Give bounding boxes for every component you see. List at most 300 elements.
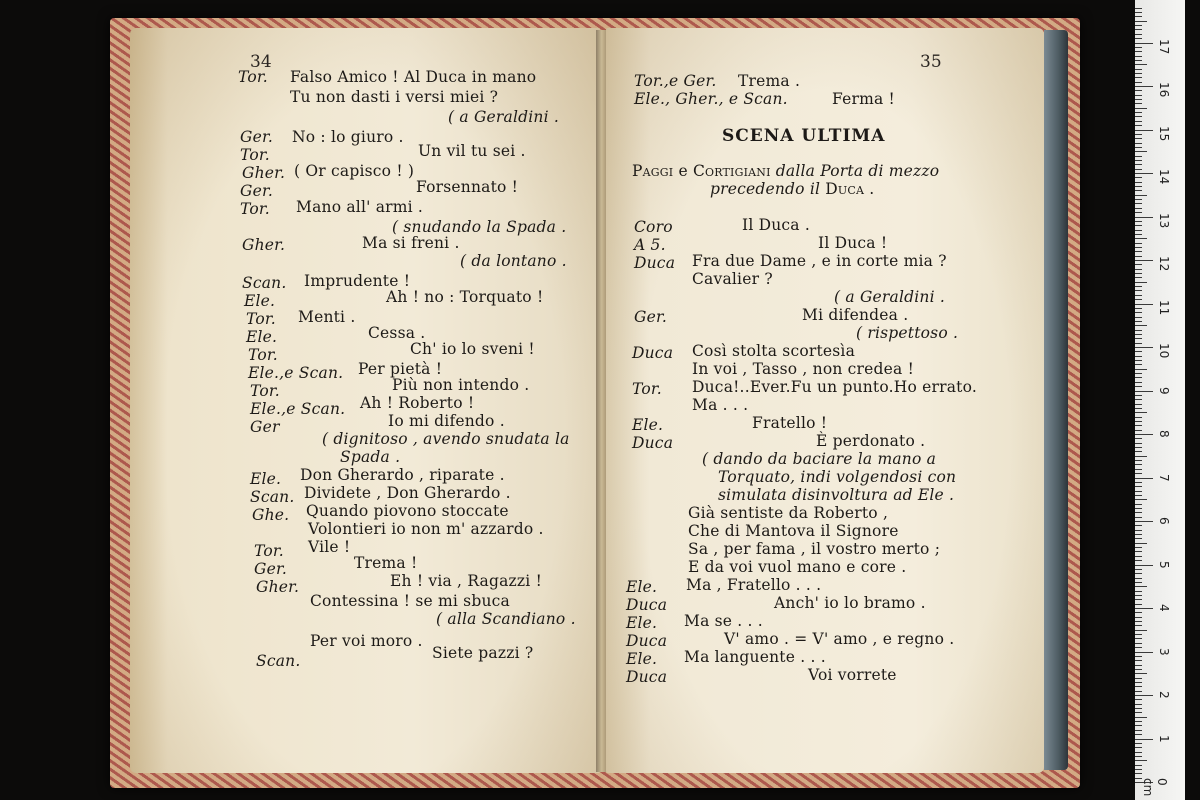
- text-line: Ma , Fratello . . .: [686, 576, 822, 594]
- ruler-tick: [1135, 221, 1142, 222]
- ruler-tick: [1135, 612, 1142, 613]
- ruler-tick: [1135, 739, 1153, 740]
- speaker: Duca: [632, 344, 674, 362]
- stage-direction: simulata disinvoltura ad Ele .: [718, 486, 955, 504]
- ruler-tick: [1135, 691, 1142, 692]
- ruler-tick: [1135, 134, 1142, 135]
- ruler-tick: [1135, 604, 1142, 605]
- ruler-label: 1: [1157, 734, 1171, 743]
- ruler-tick: [1135, 212, 1142, 213]
- ruler-tick: [1135, 417, 1142, 418]
- ruler-tick: [1135, 256, 1142, 257]
- ruler-tick: [1135, 277, 1142, 278]
- speaker: Ele.,e Scan.: [250, 400, 346, 418]
- ruler-tick: [1135, 273, 1142, 274]
- ruler-tick: [1135, 634, 1142, 635]
- ruler-tick: [1135, 208, 1142, 209]
- ruler-tick: [1135, 56, 1142, 57]
- ruler-tick: [1135, 721, 1142, 722]
- ruler-tick: [1135, 460, 1142, 461]
- ruler-tick: [1135, 647, 1142, 648]
- text-line: Mi difendea .: [802, 306, 909, 324]
- ruler-tick: [1135, 495, 1142, 496]
- ruler-tick: [1135, 464, 1142, 465]
- stage-direction: Torquato, indi volgendosi con: [718, 468, 957, 486]
- ruler-tick: [1135, 251, 1142, 252]
- ruler-label: 5: [1157, 560, 1171, 569]
- ruler-tick: [1135, 704, 1142, 705]
- ruler-tick: [1135, 556, 1142, 557]
- speaker: Ele.: [244, 292, 276, 310]
- ruler-tick: [1135, 482, 1142, 483]
- intro-word: Paggi: [632, 162, 674, 180]
- ruler-tick: [1135, 678, 1142, 679]
- ruler-tick: [1135, 438, 1142, 439]
- ruler-tick: [1135, 760, 1147, 761]
- ruler-tick: [1135, 186, 1142, 187]
- ruler-tick: [1135, 12, 1142, 13]
- ruler-tick: [1135, 299, 1142, 300]
- text-line: Mano all' armi .: [296, 198, 424, 216]
- ruler-tick: [1135, 169, 1142, 170]
- ruler-tick: [1135, 295, 1142, 296]
- ruler-tick: [1135, 712, 1142, 713]
- page-fore-edge: [1044, 30, 1068, 770]
- ruler-tick: [1135, 69, 1142, 70]
- stage-direction: ( a Geraldini .: [448, 108, 559, 126]
- ruler-label: 15: [1157, 125, 1171, 141]
- ruler-tick: [1135, 525, 1142, 526]
- ruler-tick: [1135, 164, 1142, 165]
- text-line: Tu non dasti i versi miei ?: [290, 88, 499, 106]
- ruler-tick: [1135, 38, 1142, 39]
- ruler-tick: [1135, 652, 1153, 653]
- ruler-tick: [1135, 382, 1142, 383]
- text-line: Ma si freni .: [362, 234, 460, 252]
- ruler-tick: [1135, 391, 1153, 392]
- ruler-tick: [1135, 669, 1142, 670]
- ruler-tick: [1135, 699, 1142, 700]
- ruler-label: 4: [1157, 604, 1171, 612]
- stage-direction: ( dignitoso , avendo snudata la: [322, 430, 570, 448]
- ruler-tick: [1135, 695, 1153, 696]
- speaker: Duca: [626, 668, 668, 686]
- text-line: [238, 68, 268, 86]
- ruler-tick: [1135, 286, 1142, 287]
- ruler-tick: [1135, 608, 1153, 609]
- ruler-tick: [1135, 29, 1142, 30]
- text-line: Vile !: [308, 538, 351, 556]
- ruler-tick: [1135, 143, 1142, 144]
- ruler-tick: [1135, 243, 1142, 244]
- text-line: Il Duca .: [742, 216, 810, 234]
- text-line: Forsennato !: [416, 178, 519, 196]
- ruler-tick: [1135, 686, 1142, 687]
- ruler-tick: [1135, 377, 1142, 378]
- text-line: È perdonato .: [816, 432, 926, 450]
- ruler-tick: [1135, 121, 1142, 122]
- ruler-tick: [1135, 643, 1142, 644]
- ruler-tick: [1135, 8, 1142, 9]
- ruler-tick: [1135, 665, 1142, 666]
- ruler-tick: [1135, 408, 1142, 409]
- text-line: In voi , Tasso , non credea !: [692, 360, 915, 378]
- text-line: Duca!..Ever.Fu un punto.Ho errato.: [692, 378, 977, 396]
- ruler-tick: [1135, 538, 1142, 539]
- ruler-tick: [1135, 517, 1142, 518]
- ruler-tick: [1135, 290, 1142, 291]
- ruler-tick: [1135, 247, 1142, 248]
- ruler-tick: [1135, 412, 1147, 413]
- text-line: Fra due Dame , e in corte mia ?: [692, 252, 947, 270]
- text-line: Un vil tu sei .: [418, 142, 526, 160]
- ruler-tick: [1135, 486, 1142, 487]
- ruler-tick: [1135, 682, 1142, 683]
- text-line: Io mi difendo .: [388, 412, 505, 430]
- ruler-label: 7: [1157, 473, 1171, 482]
- text-line: V' amo . = V' amo , e regno .: [724, 630, 955, 648]
- ruler-tick: [1135, 595, 1142, 596]
- text-line: Volontieri io non m' azzardo .: [308, 520, 544, 538]
- ruler-tick: [1135, 630, 1147, 631]
- ruler-tick: [1135, 656, 1142, 657]
- text-line: Ma languente . . .: [684, 648, 826, 666]
- speaker: Ger.: [240, 128, 273, 146]
- ruler-tick: [1135, 586, 1147, 587]
- ruler-tick: [1135, 16, 1142, 17]
- ruler-label: 3: [1157, 647, 1171, 656]
- ruler-tick: [1135, 599, 1142, 600]
- intro-word: dalla Porta di mezzo: [775, 162, 940, 180]
- speaker: Tor.: [240, 146, 270, 164]
- ruler-tick: [1135, 404, 1142, 405]
- text-line: Cavalier ?: [692, 270, 773, 288]
- ruler-tick: [1135, 160, 1142, 161]
- text-line: Cessa .: [368, 324, 426, 342]
- ruler-tick: [1135, 199, 1142, 200]
- ruler-tick: [1135, 282, 1147, 283]
- stage-direction: ( a Geraldini .: [834, 288, 945, 306]
- ruler-tick: [1135, 769, 1142, 770]
- ruler-tick: [1135, 330, 1142, 331]
- text-line: Don Gherardo , riparate .: [300, 466, 505, 484]
- ruler-tick: [1135, 338, 1142, 339]
- ruler-tick: [1135, 130, 1153, 131]
- speaker: Coro: [634, 218, 673, 236]
- ruler-tick: [1135, 77, 1142, 78]
- ruler-label: 11: [1157, 299, 1171, 315]
- text-line: Che di Mantova il Signore: [688, 522, 899, 540]
- scene-intro: [632, 162, 939, 180]
- ruler-tick: [1135, 260, 1153, 261]
- ruler-tick: [1135, 73, 1142, 74]
- ruler-tick: [1135, 725, 1142, 726]
- ruler-tick: [1135, 116, 1142, 117]
- ruler-tick: [1135, 151, 1147, 152]
- text-line: Ah ! no : Torquato !: [386, 288, 544, 306]
- ruler-tick: [1135, 21, 1147, 22]
- ruler-tick: [1135, 34, 1142, 35]
- ruler-tick: [1135, 573, 1142, 574]
- ruler-tick: [1135, 82, 1142, 83]
- ruler-tick: [1135, 421, 1142, 422]
- text-line: Anch' io lo bramo .: [774, 594, 926, 612]
- page-number: 35: [920, 52, 942, 72]
- speaker: Ger.: [634, 308, 667, 326]
- ruler-tick: [1135, 660, 1142, 661]
- text-line: Ma . . .: [692, 396, 749, 414]
- ruler-label: 9: [1157, 386, 1171, 395]
- text-line: Per pietà !: [358, 360, 443, 378]
- ruler-tick: [1135, 434, 1153, 435]
- ruler-tick: [1135, 195, 1147, 196]
- ruler-tick: [1135, 512, 1142, 513]
- ruler-tick: [1135, 308, 1142, 309]
- ruler-tick: [1135, 743, 1142, 744]
- ruler-label: 17: [1157, 38, 1171, 54]
- speaker: Tor.: [246, 310, 276, 328]
- text-line: Dividete , Don Gherardo .: [304, 484, 511, 502]
- ruler-tick: [1135, 508, 1142, 509]
- ruler-label: 2: [1157, 691, 1171, 699]
- text-line: Per voi moro .: [310, 632, 423, 650]
- ruler-tick: [1135, 765, 1142, 766]
- ruler-tick: [1135, 456, 1147, 457]
- ruler-tick: [1135, 708, 1142, 709]
- ruler-label: 8: [1157, 430, 1171, 438]
- text-line: Trema .: [738, 72, 801, 90]
- speaker: Gher.: [242, 236, 286, 254]
- ruler-tick: [1135, 304, 1153, 305]
- ruler-tick: [1135, 177, 1142, 178]
- text-line: Fratello !: [752, 414, 828, 432]
- text-line: Ma se . . .: [684, 612, 763, 630]
- text-line: Siete pazzi ?: [432, 644, 534, 662]
- speaker: Duca: [634, 254, 676, 272]
- speaker: Ele.: [626, 578, 658, 596]
- speaker: Scan.: [242, 274, 287, 292]
- ruler-tick: [1135, 752, 1142, 753]
- speaker: Ele., Gher., e Scan.: [634, 90, 788, 108]
- ruler-tick: [1135, 373, 1142, 374]
- left-page: [130, 28, 600, 773]
- ruler-tick: [1135, 43, 1153, 44]
- ruler-tick: [1135, 451, 1142, 452]
- ruler-tick: [1135, 582, 1142, 583]
- speaker: Tor.,e Ger.: [634, 72, 717, 90]
- speaker: Ele.: [250, 470, 282, 488]
- speaker: Tor.: [632, 380, 662, 398]
- ruler-tick: [1135, 64, 1147, 65]
- measuring-ruler: [1135, 0, 1185, 800]
- text-line: Menti .: [298, 308, 356, 326]
- speaker: Ele.: [246, 328, 278, 346]
- scene-intro: [710, 180, 874, 198]
- text-line: Ferma !: [832, 90, 895, 108]
- speaker: Ele.: [632, 416, 664, 434]
- text-line: Voi vorrete: [808, 666, 897, 684]
- ruler-label: 10: [1157, 343, 1171, 359]
- speaker: Ghe.: [252, 506, 290, 524]
- intro-word: e: [678, 162, 688, 180]
- ruler-tick: [1135, 103, 1142, 104]
- text-line: No : lo giuro .: [292, 128, 404, 146]
- ruler-tick: [1135, 347, 1153, 348]
- ruler-tick: [1135, 591, 1142, 592]
- ruler-tick: [1135, 86, 1153, 87]
- speaker: Ele.: [626, 650, 658, 668]
- ruler-tick: [1135, 773, 1142, 774]
- ruler-tick: [1135, 499, 1147, 500]
- ruler-label: 6: [1157, 517, 1171, 525]
- ruler-tick: [1135, 747, 1142, 748]
- ruler-tick: [1135, 625, 1142, 626]
- text-line: Contessina ! se mi sbuca: [310, 592, 510, 610]
- intro-word: Cortigiani: [692, 162, 771, 180]
- ruler-tick: [1135, 638, 1142, 639]
- text-line: Ch' io lo sveni !: [410, 340, 535, 358]
- ruler-tick: [1135, 734, 1142, 735]
- ruler-tick: [1135, 269, 1142, 270]
- ruler-tick: [1135, 473, 1142, 474]
- speaker: Duca: [632, 434, 674, 452]
- right-page: [606, 28, 1044, 773]
- ruler-tick: [1135, 125, 1142, 126]
- speaker: Gher.: [242, 164, 286, 182]
- text-line: Più non intendo .: [392, 376, 530, 394]
- speaker: Duca: [626, 632, 668, 650]
- ruler-tick: [1135, 469, 1142, 470]
- speaker: Tor.: [238, 68, 268, 86]
- ruler-label: 12: [1157, 256, 1171, 272]
- speaker: Ger: [250, 418, 280, 436]
- ruler-tick: [1135, 234, 1142, 235]
- text-line: Falso Amico ! Al Duca in mano: [290, 68, 537, 86]
- ruler-tick: [1135, 238, 1147, 239]
- ruler-tick: [1135, 521, 1153, 522]
- speaker: Ele.,e Scan.: [248, 364, 344, 382]
- ruler-tick: [1135, 203, 1142, 204]
- ruler-tick: [1135, 543, 1147, 544]
- ruler-tick: [1135, 230, 1142, 231]
- intro-word: Duca .: [825, 180, 875, 198]
- ruler-tick: [1135, 369, 1147, 370]
- text-line: Ah ! Roberto !: [360, 394, 475, 412]
- text-line: Sa , per fama , il vostro merto ;: [688, 540, 941, 558]
- stage-direction: ( snudando la Spada .: [392, 218, 567, 236]
- stage-direction: ( alla Scandiano .: [436, 610, 576, 628]
- text-line: Eh ! via , Ragazzi !: [390, 572, 542, 590]
- ruler-tick: [1135, 443, 1142, 444]
- ruler-tick: [1135, 621, 1142, 622]
- ruler-tick: [1135, 551, 1142, 552]
- ruler-tick: [1135, 756, 1142, 757]
- ruler-tick: [1135, 430, 1142, 431]
- ruler-tick: [1135, 569, 1142, 570]
- text-line: Il Duca !: [818, 234, 888, 252]
- ruler-tick: [1135, 112, 1142, 113]
- text-line: E da voi vuol mano e core .: [688, 558, 907, 576]
- ruler-tick: [1135, 351, 1142, 352]
- ruler-tick: [1135, 60, 1142, 61]
- ruler-tick: [1135, 425, 1142, 426]
- ruler-tick: [1135, 395, 1142, 396]
- text-line: Imprudente !: [304, 272, 411, 290]
- ruler-tick: [1135, 565, 1153, 566]
- speaker: Ger.: [254, 560, 287, 578]
- ruler-tick: [1135, 173, 1153, 174]
- ruler-tick: [1135, 225, 1142, 226]
- speaker: Tor.: [250, 382, 280, 400]
- speaker: Scan.: [256, 652, 301, 670]
- stage-direction: ( da lontano .: [460, 252, 567, 270]
- stage-direction: Spada .: [340, 448, 401, 466]
- ruler-tick: [1135, 360, 1142, 361]
- speaker: Gher.: [256, 578, 300, 596]
- ruler-tick: [1135, 108, 1147, 109]
- speaker: Scan.: [250, 488, 295, 506]
- ruler-tick: [1135, 356, 1142, 357]
- text-line: Quando piovono stoccate: [306, 502, 509, 520]
- ruler-tick: [1135, 190, 1142, 191]
- ruler-tick: [1135, 530, 1142, 531]
- ruler-tick: [1135, 730, 1142, 731]
- ruler-label: 16: [1157, 82, 1171, 98]
- ruler-tick: [1135, 90, 1142, 91]
- ruler-label: 14: [1157, 169, 1171, 185]
- speaker: Tor.: [240, 200, 270, 218]
- speaker: Tor.: [248, 346, 278, 364]
- ruler-tick: [1135, 95, 1142, 96]
- ruler-tick: [1135, 138, 1142, 139]
- ruler-tick: [1135, 25, 1142, 26]
- ruler-label: 0 cm: [1141, 778, 1169, 797]
- ruler-label: 13: [1157, 212, 1171, 228]
- speaker: Tor.: [254, 542, 284, 560]
- page-number: 34: [250, 52, 272, 72]
- stage-direction: ( dando da baciare la mano a: [702, 450, 937, 468]
- ruler-tick: [1135, 560, 1142, 561]
- speaker: Ele.: [626, 614, 658, 632]
- ruler-tick: [1135, 51, 1142, 52]
- text-line: Già sentiste da Roberto ,: [688, 504, 889, 522]
- ruler-tick: [1135, 399, 1142, 400]
- ruler-tick: [1135, 343, 1142, 344]
- ruler-tick: [1135, 673, 1147, 674]
- speaker: Ger.: [240, 182, 273, 200]
- ruler-tick: [1135, 386, 1142, 387]
- ruler-tick: [1135, 182, 1142, 183]
- ruler-tick: [1135, 578, 1142, 579]
- stage-direction: ( rispettoso .: [856, 324, 959, 342]
- text-line: Trema !: [354, 554, 418, 572]
- ruler-tick: [1135, 364, 1142, 365]
- intro-word: precedendo il: [710, 180, 821, 198]
- ruler-tick: [1135, 504, 1142, 505]
- ruler-tick: [1135, 534, 1142, 535]
- speaker: A 5.: [634, 236, 666, 254]
- ruler-tick: [1135, 156, 1142, 157]
- ruler-tick: [1135, 147, 1142, 148]
- text-line: ( Or capisco ! ): [294, 162, 415, 180]
- ruler-tick: [1135, 47, 1142, 48]
- text-line: Così stolta scortesìa: [692, 342, 856, 360]
- speaker: Duca: [626, 596, 668, 614]
- ruler-tick: [1135, 617, 1142, 618]
- ruler-tick: [1135, 264, 1142, 265]
- ruler-tick: [1135, 717, 1147, 718]
- ruler-tick: [1135, 99, 1142, 100]
